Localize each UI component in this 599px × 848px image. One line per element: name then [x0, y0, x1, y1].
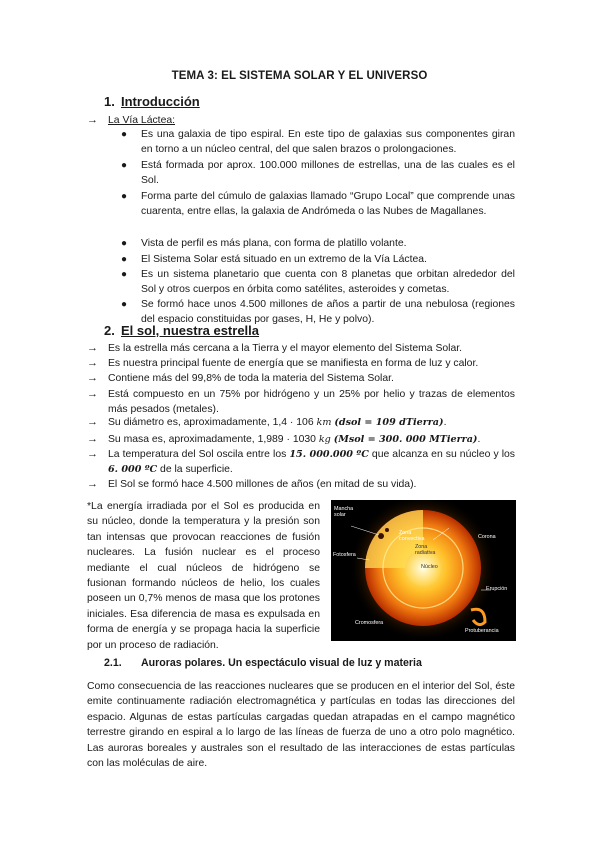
bullet-icon: ● [121, 129, 128, 140]
list-item: ● Es una galaxia de tipo espiral. En este tipo de galaxias sus componentes giran en torno a un núcleo central, del que salen brazos o prolongaciones. [121, 129, 515, 156]
milky-way-label: La Vía Láctea: [108, 115, 176, 126]
arrow-icon: → [87, 357, 98, 369]
subsection-2-1-heading [104, 657, 422, 669]
bullet-icon: ● [121, 269, 128, 280]
label-core: Núcleo [421, 564, 438, 570]
label-prominence: Protuberancia [465, 628, 499, 634]
sun-fact: → Es nuestra principal fuente de energía que se manifiesta en forma de luz y calor. [87, 356, 515, 371]
section-2-title: El sol, nuestra estrella [121, 323, 260, 338]
energy-paragraph: *La energía irradiada por el Sol es producida en su núcleo, donde la temperatura y la presión son tan intensas que provocan reacciones de fusión nucleares. La fusión nuclear es el proceso mediante el cual núcleos de hidrógeno se fusionan formando núcleos de helio, los cuales poseen un 0,7% menos de masa que los protones iniciales. Esa diferencia de masa es expulsada en forma de energía y se propaga hacia la superficie por un proceso de radiación. [87, 501, 320, 651]
sun-mass-fact: → Su masa es, aproximadamente, 1,989 · 1030 kg (Msol = 300. 000 MTierra). [87, 432, 515, 447]
section-2-number: 2. [104, 323, 115, 338]
label-corona: Corona [478, 534, 496, 540]
sun-fact: → El Sol se formó hace 4.500 millones de años (en mitad de su vida). [87, 477, 515, 492]
sunspot-shape [378, 533, 384, 539]
sunspot-shape [385, 528, 389, 532]
label-radiative-zone: Zona radiativa [415, 544, 436, 556]
subsection-2-1-number: 2.1. [104, 657, 122, 669]
arrow-icon: → [87, 342, 98, 354]
list-item: ● Vista de perfil es más plana, con forma de platillo volante. [121, 236, 515, 251]
bullet-icon: ● [121, 254, 128, 265]
sun-fact: → Es la estrella más cercana a la Tierra y el mayor elemento del Sistema Solar. [87, 341, 515, 356]
list-item: ● Forma parte del cúmulo de galaxias llamado “Grupo Local” que comprende unas cuarenta, entre ellas, la galaxia de Andrómeda o las Nubes de Magallanes. [121, 191, 515, 218]
arrow-icon: → [87, 114, 98, 126]
arrow-icon: → [87, 388, 98, 400]
sun-structure-figure [331, 500, 516, 641]
list-item: ● Está formada por aprox. 100.000 millones de estrellas, una de las cuales es el Sol. [121, 160, 515, 187]
arrow-icon: → [87, 448, 98, 460]
section-2-heading [104, 323, 259, 338]
label-chromosphere: Cromosfera [355, 620, 384, 626]
bullet-icon: ● [121, 191, 128, 202]
sun-fact: → Contiene más del 99,8% de toda la materia del Sistema Solar. [87, 371, 515, 386]
auroras-paragraph: Como consecuencia de las reacciones nucleares que se producen en el interior del Sol, éste emite continuamente radiación electromagnética y partículas en todas las direcciones del espacio. Algunas de estas partículas cargadas quedan atrapadas en el campo magnético terrestre girando en espiral a lo largo de las líneas de fuerza de uno a otro polo magnético. Las auroras boreales y australes son el resultado de las interacciones de estas partículas con las moléculas de aire. [87, 681, 515, 770]
list-item: ● Es un sistema planetario que cuenta con 8 planetas que orbitan alrededor del Sol y otros cuerpos en órbita como satélites, asteroides y cometas. [121, 269, 515, 296]
bullet-icon: ● [121, 299, 128, 310]
subsection-2-1-title: Auroras polares. Un espectáculo visual de luz y materia [141, 657, 422, 669]
arrow-icon: → [87, 433, 98, 445]
section-1-heading [104, 94, 200, 109]
arrow-icon: → [87, 478, 98, 490]
sun-temperature-fact: → La temperatura del Sol oscila entre los 15. 000.000 ºC que alcanza en su núcleo y los 6. 000 ºC de la superficie. [87, 448, 515, 476]
section-1-title: Introducción [121, 94, 200, 109]
sun-diameter-fact: → Su diámetro es, aproximadamente, 1,4 · 106 km (dsol = 109 dTierra). [87, 415, 515, 430]
label-convective-zone: Zona convectiva [399, 530, 425, 542]
label-sunspot: Mancha solar [334, 506, 354, 518]
bullet-icon: ● [121, 238, 128, 249]
list-item: ● Se formó hace unos 4.500 millones de años a partir de una nebulosa (regiones del espacio constituidas por gases, H, He y polvo). [121, 299, 515, 326]
bullet-icon: ● [121, 160, 128, 171]
arrow-icon: → [87, 372, 98, 384]
section-1-number: 1. [104, 94, 115, 109]
label-photosphere: Fotosfera [333, 552, 356, 558]
sun-fact: → Está compuesto en un 75% por hidrógeno y un 25% por helio y trazas de elementos más pesados (metales). [87, 388, 515, 416]
list-item: ● El Sistema Solar está situado en un extremo de la Vía Láctea. [121, 252, 515, 267]
label-eruption: Erupción [486, 586, 508, 592]
page-title: TEMA 3: EL SISTEMA SOLAR Y EL UNIVERSO [171, 70, 428, 82]
arrow-icon: → [87, 416, 98, 428]
